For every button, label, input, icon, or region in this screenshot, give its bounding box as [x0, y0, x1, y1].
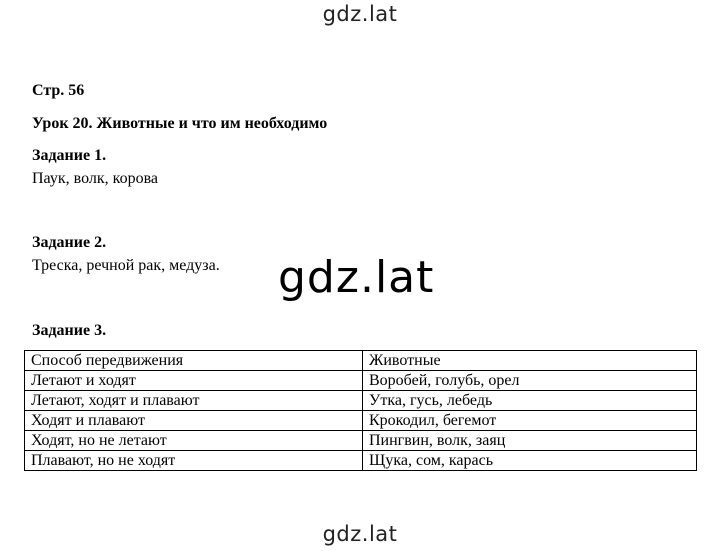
table-row	[25, 391, 697, 411]
watermark-top: gdz.lat	[322, 2, 398, 26]
watermark-bottom: gdz.lat	[322, 522, 398, 546]
table-cell: Пингвин, волк, заяц	[363, 431, 697, 451]
task-2-answer: Треска, речной рак, медуза.	[32, 257, 220, 274]
table-cell: Летают, ходят и плавают	[25, 391, 363, 411]
table-cell: Плавают, но не ходят	[25, 451, 363, 471]
table-row	[25, 411, 697, 431]
table-cell: Ходят, но не летают	[25, 431, 363, 451]
table-cell: Крокодил, бегемот	[363, 411, 697, 431]
task-2-heading: Задание 2.	[32, 234, 107, 251]
task-1-answer: Паук, волк, корова	[32, 170, 159, 187]
table-cell: Утка, гусь, лебедь	[363, 391, 697, 411]
table-row	[25, 371, 697, 391]
table-cell: Щука, сом, карась	[363, 451, 697, 471]
table-row	[25, 451, 697, 471]
table-header-cell: Способ передвижения	[25, 351, 363, 371]
table-cell: Летают и ходят	[25, 371, 363, 391]
task-3-heading: Задание 3.	[32, 322, 107, 339]
lesson-title: Урок 20. Животные и что им необходимо	[32, 115, 328, 132]
table-cell: Воробей, голубь, орел	[363, 371, 697, 391]
watermark-middle: gdz.lat	[278, 252, 435, 303]
answer-table	[24, 350, 697, 471]
table-row	[25, 431, 697, 451]
table-header-cell: Животные	[363, 351, 697, 371]
page-label: Стр. 56	[32, 82, 85, 99]
task-1-heading: Задание 1.	[32, 147, 107, 164]
table-header-row	[25, 351, 697, 371]
table-cell: Ходят и плавают	[25, 411, 363, 431]
